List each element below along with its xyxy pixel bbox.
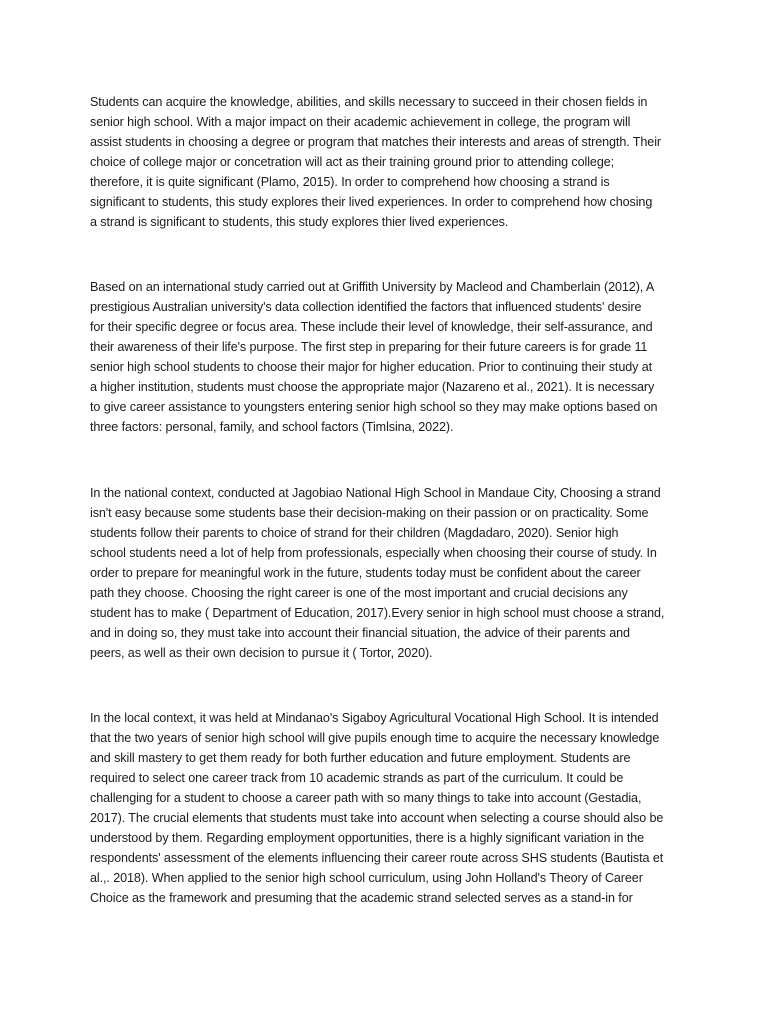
paragraph-introduction: Students can acquire the knowledge, abilities, and skills necessary to succeed in their chosen fields in senior high school. With a major impact on their academic achievement in college, the program will assist students in choosing a degree or program that matches their interests and areas of strength. Their choice of college major or concetration will act as their training ground prior to attending college; therefore, it is quite significant (Plamo, 2015). In order to comprehend how choosing a strand is significant to students, this study explores their lived experiences. In order to comprehend how chosing a strand is significant to students, this study explores thier lived experiences. (90, 95, 661, 229)
paragraph-local-context: In the local context, it was held at Mindanao's Sigaboy Agricultural Vocational High School. It is intended that the two years of senior high school will give pupils enough time to acquire the necessary knowledge and skill mastery to get them ready for both further education and future employment. Students are required to select one career track from 10 academic strands as part of the curriculum. It could be challenging for a student to choose a career path with so many things to take into account (Gestadia, 2017). The crucial elements that students must take into account when selecting a course should also be understood by them. Regarding employment opportunities, there is a highly significant variation in the respondents' assessment of the elements influencing their career route across SHS students (Bautista et al.,. 2018). When applied to the senior high school curriculum, using John Holland's Theory of Career Choice as the framework and presuming that the academic strand selected serves as a stand-in for (90, 711, 664, 905)
paragraph-international-context: Based on an international study carried out at Griffith University by Macleod and Chamberlain (2012), A prestigious Australian university's data collection identified the factors that influenced students' desire for their specific degree or focus area. These include their level of knowledge, their self-assurance, and their awareness of their life's purpose. The first step in preparing for their future careers is for grade 11 senior high school students to choose their major for higher education. Prior to continuing their study at a higher institution, students must choose the appropriate major (Nazareno et al., 2021). It is necessary to give career assistance to youngsters entering senior high school so they may make options based on three factors: personal, family, and school factors (Timlsina, 2022). (90, 280, 658, 434)
paragraph-national-context: In the national context, conducted at Jagobiao National High School in Mandaue City, Choosing a strand isn't easy because some students base their decision-making on their passion or on practicality. Some students follow their parents to choice of strand for their children (Magdadaro, 2020). Senior high school students need a lot of help from professionals, especially when choosing their course of study. In order to prepare for meaningful work in the future, students today must be confident about the career path they choose. Choosing the right career is one of the most important and crucial decisions any student has to make ( Department of Education, 2017).Every senior in high school must choose a strand, and in doing so, they must take into account their financial situation, the advice of their parents and peers, as well as their own decision to pursue it ( Tortor, 2020). (90, 486, 665, 660)
